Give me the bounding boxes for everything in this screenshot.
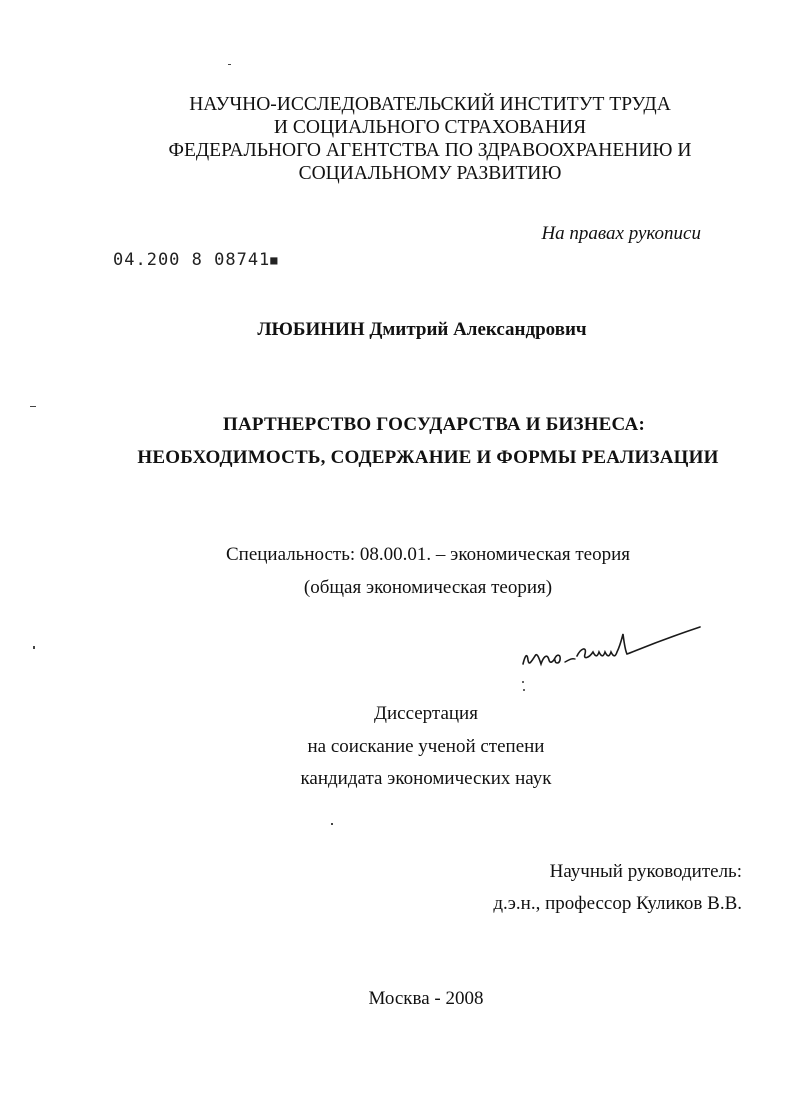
dissertation-title-line-1: ПАРТНЕРСТВО ГОСУДАРСТВА И БИЗНЕСА: — [223, 414, 645, 435]
scan-speck — [30, 406, 36, 407]
dissertation-label: Диссертация — [374, 703, 478, 724]
degree-line-2: кандидата экономических наук — [300, 768, 552, 789]
handwritten-signature — [515, 622, 715, 697]
institution-line-4: СОЦИАЛЬНОМУ РАЗВИТИЮ — [298, 163, 562, 184]
supervisor-name: д.э.н., профессор Куликов В.В. — [493, 893, 742, 914]
stamp-mark-icon: ■ — [270, 253, 279, 267]
rights-note: На правах рукописи — [541, 223, 701, 244]
institution-line-1: НАУЧНО-ИССЛЕДОВАТЕЛЬСКИЙ ИНСТИТУТ ТРУДА — [189, 94, 671, 115]
institution-line-3: ФЕДЕРАЛЬНОГО АГЕНТСТВА ПО ЗДРАВООХРАНЕНИЮ И — [168, 140, 692, 161]
institution-line-2: И СОЦИАЛЬНОГО СТРАХОВАНИЯ — [273, 117, 587, 138]
stamp-number-text: 04.200 8 08741 — [113, 250, 271, 270]
author-name: ЛЮБИНИН Дмитрий Александрович — [257, 319, 587, 340]
specialty-line-1: Специальность: 08.00.01. – экономическая теория — [225, 544, 630, 565]
city-year: Москва - 2008 — [368, 988, 484, 1009]
degree-line-1: на соискание ученой степени — [307, 736, 545, 757]
scan-speck — [33, 646, 35, 649]
dissertation-title-line-2: НЕОБХОДИМОСТЬ, СОДЕРЖАНИЕ И ФОРМЫ РЕАЛИЗАЦИИ — [137, 447, 719, 468]
library-stamp-number — [113, 249, 279, 272]
specialty-line-2: (общая экономическая теория) — [303, 577, 553, 598]
scan-speck — [228, 64, 231, 65]
scan-speck — [331, 823, 333, 825]
supervisor-label: Научный руководитель: — [549, 861, 742, 882]
